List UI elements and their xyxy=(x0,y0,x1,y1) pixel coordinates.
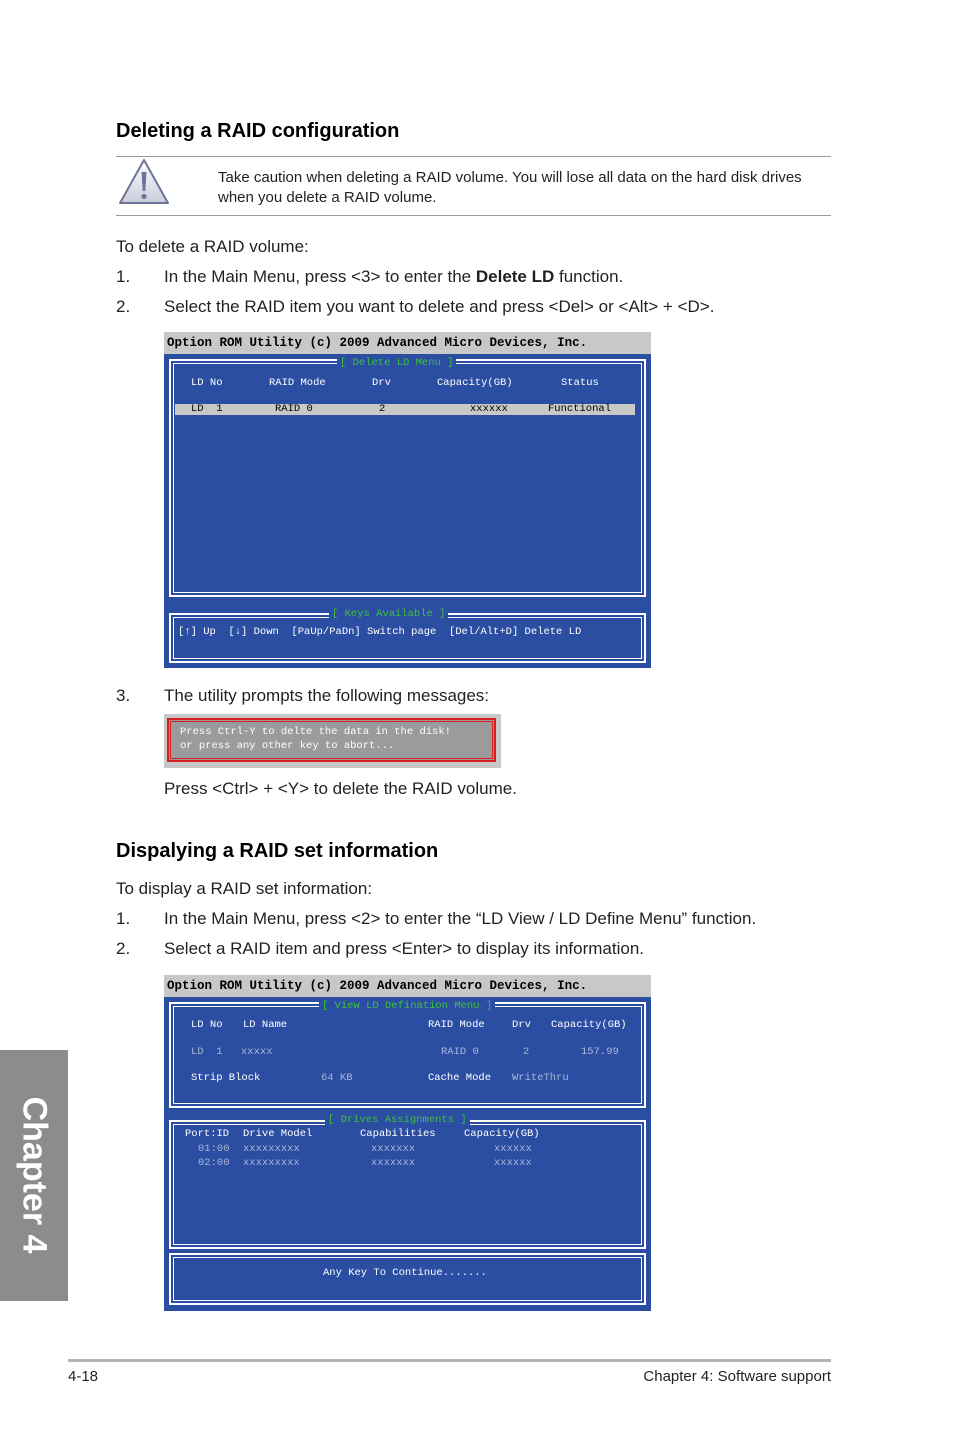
display-step1-number: 1. xyxy=(116,909,131,928)
drv-hdr-model: Drive Model xyxy=(243,1128,313,1140)
page-number: 4-18 xyxy=(68,1368,99,1385)
cache-mode-label: Cache Mode xyxy=(428,1072,492,1084)
caution-text: Take caution when deleting a RAID volume. You will lose all data on the hard disk drives when you delete a RAID volume. xyxy=(218,169,802,206)
col-drv: Drv xyxy=(372,377,391,389)
footer-chapter-title: Chapter 4: Software support xyxy=(643,1368,831,1385)
ld-row-ld: LD 1 xyxy=(191,1046,223,1058)
hdr-capacity: Capacity(GB) xyxy=(551,1019,627,1031)
ld-row-drv: 2 xyxy=(523,1046,530,1058)
note-top-rule xyxy=(116,156,831,157)
ld-row-capacity: 157.99 xyxy=(581,1046,619,1058)
delete-confirm-prompt xyxy=(164,714,501,768)
ld-row-mode: RAID 0 xyxy=(441,1046,479,1058)
drive-row-model: xxxxxxxxx xyxy=(243,1157,300,1169)
drive-row-port: 02:00 xyxy=(198,1157,230,1169)
display-step2-text: Select a RAID item and press <Enter> to display its information. xyxy=(164,939,645,958)
screen-title-bar: Option ROM Utility (c) 2009 Advanced Micro Devices, Inc. xyxy=(164,332,651,354)
drive-row-port: 01:00 xyxy=(198,1143,230,1155)
row-drv: 2 xyxy=(379,403,386,415)
chapter-tab-label: Chapter 4 xyxy=(15,1096,54,1254)
ld-row-name: xxxxx xyxy=(241,1046,273,1058)
drv-hdr-port: Port:ID xyxy=(185,1128,230,1140)
display-intro: To display a RAID set information: xyxy=(116,879,373,898)
prompt-line1: Press Ctrl-Y to delte the data in the disk! xyxy=(180,726,451,738)
row-mode: RAID 0 xyxy=(275,403,313,415)
any-key-continue: Any Key To Continue....... xyxy=(323,1267,487,1279)
delete-step1-number: 1. xyxy=(116,267,131,286)
delete-step3-number: 3. xyxy=(116,686,131,705)
chapter-side-tab xyxy=(0,1050,68,1301)
drive-row-capacity: xxxxxx xyxy=(494,1157,532,1169)
delete-ld-menu-label: [ Delete LD Menu ] xyxy=(337,357,456,369)
drive-row-caps: xxxxxxx xyxy=(371,1143,416,1155)
cache-mode-value: WriteThru xyxy=(512,1072,569,1084)
hdr-drv: Drv xyxy=(512,1019,531,1031)
section-heading-delete: Deleting a RAID configuration xyxy=(116,120,400,142)
row-status: Functional xyxy=(548,403,612,415)
drives-assignments-label: [ Drives Assignments ] xyxy=(325,1114,470,1126)
keys-frame xyxy=(169,613,646,663)
row-capacity: xxxxxx xyxy=(470,403,508,415)
col-raid-mode: RAID Mode xyxy=(269,377,326,389)
hdr-raid-mode: RAID Mode xyxy=(428,1019,485,1031)
view-ld-menu-label: [ View LD Defination Menu ] xyxy=(319,1000,495,1012)
drv-hdr-caps: Capabilities xyxy=(360,1128,436,1140)
display-step1-text: In the Main Menu, press <2> to enter the “LD View / LD Define Menu” function. xyxy=(164,909,757,928)
prompt-line2: or press any other key to abort... xyxy=(180,740,395,752)
row-ld: LD 1 xyxy=(191,403,223,415)
screen-title-bar: Option ROM Utility (c) 2009 Advanced Micro Devices, Inc. xyxy=(164,975,651,997)
view-ld-screenshot xyxy=(164,975,651,1311)
col-capacity: Capacity(GB) xyxy=(437,377,513,389)
col-ld-no: LD No xyxy=(191,377,223,389)
drv-hdr-capacity: Capacity(GB) xyxy=(464,1128,540,1140)
keys-available-label: [ Keys Available ] xyxy=(329,608,448,620)
strip-block-value: 64 KB xyxy=(321,1072,353,1084)
drive-row-capacity: xxxxxx xyxy=(494,1143,532,1155)
delete-ld-keyword: Delete LD xyxy=(475,267,555,286)
drive-row-caps: xxxxxxx xyxy=(371,1157,416,1169)
continue-frame xyxy=(169,1253,646,1305)
hdr-ld-no: LD No xyxy=(191,1019,223,1031)
selected-ld-row[interactable] xyxy=(175,404,635,415)
strip-block-label: Strip Block xyxy=(191,1072,261,1084)
drive-row-model: xxxxxxxxx xyxy=(243,1143,300,1155)
delete-ld-screenshot xyxy=(164,332,651,668)
hdr-ld-name: LD Name xyxy=(243,1019,288,1031)
keys-help-text: [↑] Up [↓] Down [PaUp/PaDn] Switch page [Del/Alt+D] Delete LD xyxy=(178,626,582,638)
delete-step2-text: Select the RAID item you want to delete and press <Del> or <Alt> + <D>. xyxy=(164,297,715,316)
delete-step3-text: The utility prompts the following messages: xyxy=(164,686,490,705)
display-step2-number: 2. xyxy=(116,939,131,958)
warning-icon xyxy=(118,158,170,206)
delete-step1-text: In the Main Menu, press <3> to enter the Delete LD function. xyxy=(164,267,624,286)
note-bottom-rule xyxy=(116,215,831,216)
col-status: Status xyxy=(561,377,599,389)
footer-rule xyxy=(68,1359,831,1362)
delete-step2-number: 2. xyxy=(116,297,131,316)
section-heading-display: Dispalying a RAID set information xyxy=(116,840,439,862)
delete-ld-menu-frame xyxy=(169,359,646,597)
after-prompt-text: Press <Ctrl> + <Y> to delete the RAID volume. xyxy=(164,779,517,798)
delete-intro: To delete a RAID volume: xyxy=(116,237,309,256)
